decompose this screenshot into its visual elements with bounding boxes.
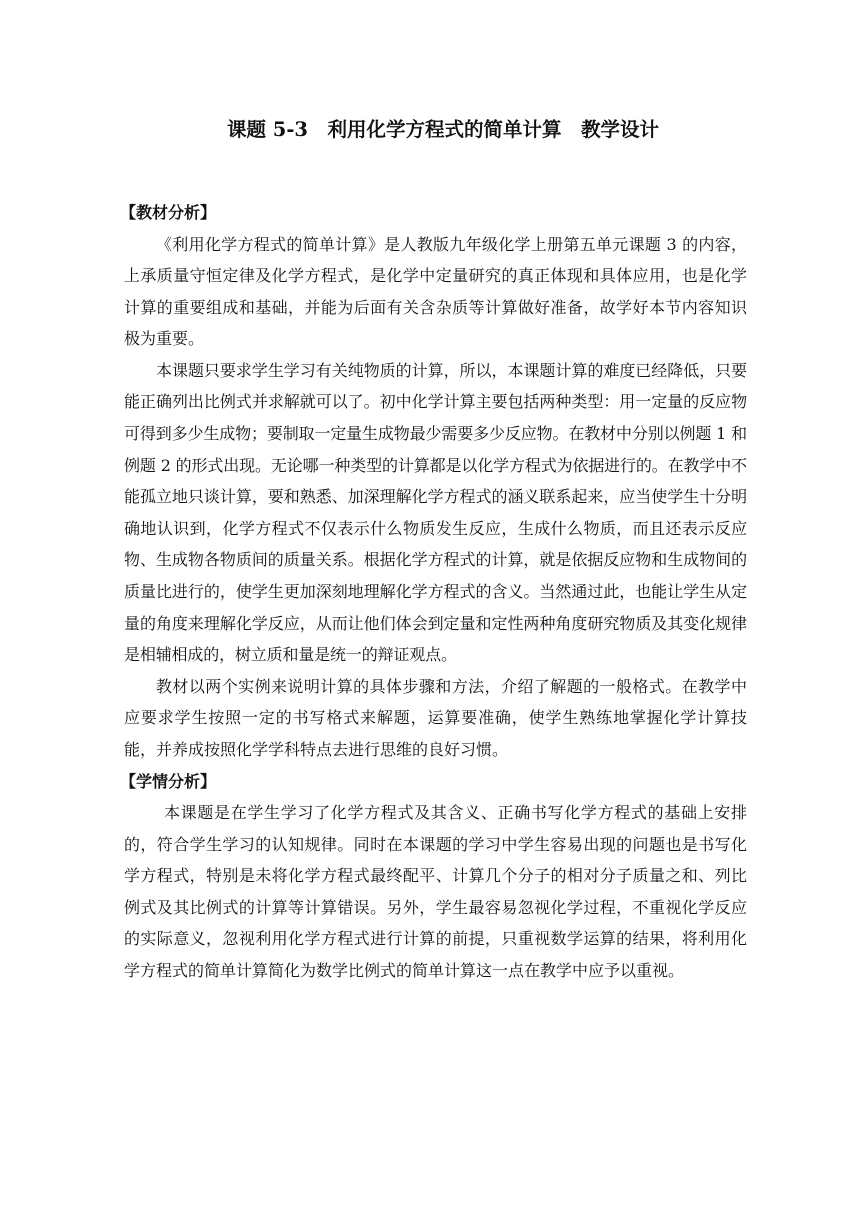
section-textbook-analysis <box>120 197 747 766</box>
document-title: 课题 5-3 利用化学方程式的简单计算 教学设计 <box>226 118 660 141</box>
paragraph-textbook-examples: 教材以两个实例来说明计算的具体步骤和方法，介绍了解题的一般格式。在教学中应要求学生按照一定的书写格式来解题，运算要准确，使学生熟练地掌握化学计算技能，并养成按照化学学科特点去进行思维的良好习惯。 <box>124 676 747 759</box>
paragraph-student-analysis: 本课题是在学生学习了化学方程式及其含义、正确书写化学方程式的基础上安排的，符合学生学习的认知规律。同时在本课题的学习中学生容易出现的问题也是书写化学方程式，特别是未将化学方程式最终配平、计算几个分子的相对分子质量之和、列比例式及其比例式的计算等计算错误。另外，学生最容易忽视化学过程，不重视化学反应的实际意义，忽视利用化学方程式进行计算的前提，只重视数学运算的结果，将利用化学方程式的简单计算简化为数学比例式的简单计算这一点在教学中应予以重视。 <box>124 803 747 981</box>
section-heading-student-analysis: 【学情分析】 <box>120 771 217 791</box>
document-body <box>120 197 747 987</box>
paragraph-textbook-intro: 《利用化学方程式的简单计算》是人教版九年级化学上册第五单元课题 3 的内容，上承质量守恒定律及化学方程式，是化学中定量研究的真正体现和具体应用，也是化学计算的重要组成和基础，并能为后面有关含杂质等计算做好准备，故学好本节内容知识极为重要。 <box>124 234 747 349</box>
section-student-analysis <box>120 766 747 987</box>
paragraph-calculation-scope: 本课题只要求学生学习有关纯物质的计算，所以，本课题计算的难度已经降低，只要能正确列出比例式并求解就可以了。初中化学计算主要包括两种类型：用一定量的反应物可得到多少生成物；要制取一定量生成物最少需要多少反应物。在教材中分别以例题 1 和例题 2 的形式出现。无论哪一种类型的计算都是以化学方程式为依据进行的。在教学中不能孤立地只谈计算，要和熟悉、加深理解化学方程式的涵义联系起来，应当使学生十分明确地认识到，化学方程式不仅表示什么物质发生反应，生成什么物质，而且还表示反应物、生成物各物质间的质量关系。根据化学方程式的计算，就是依据反应物和生成物间的质量比进行的，使学生更加深刻地理解化学方程式的含义。当然通过此，也能让学生从定量的角度来理解化学反应，从而让他们体会到定量和定性两种角度研究物质及其变化规律是相辅相成的，树立质和量是统一的辩证观点。 <box>124 360 747 665</box>
section-heading-textbook-analysis: 【教材分析】 <box>120 203 217 222</box>
